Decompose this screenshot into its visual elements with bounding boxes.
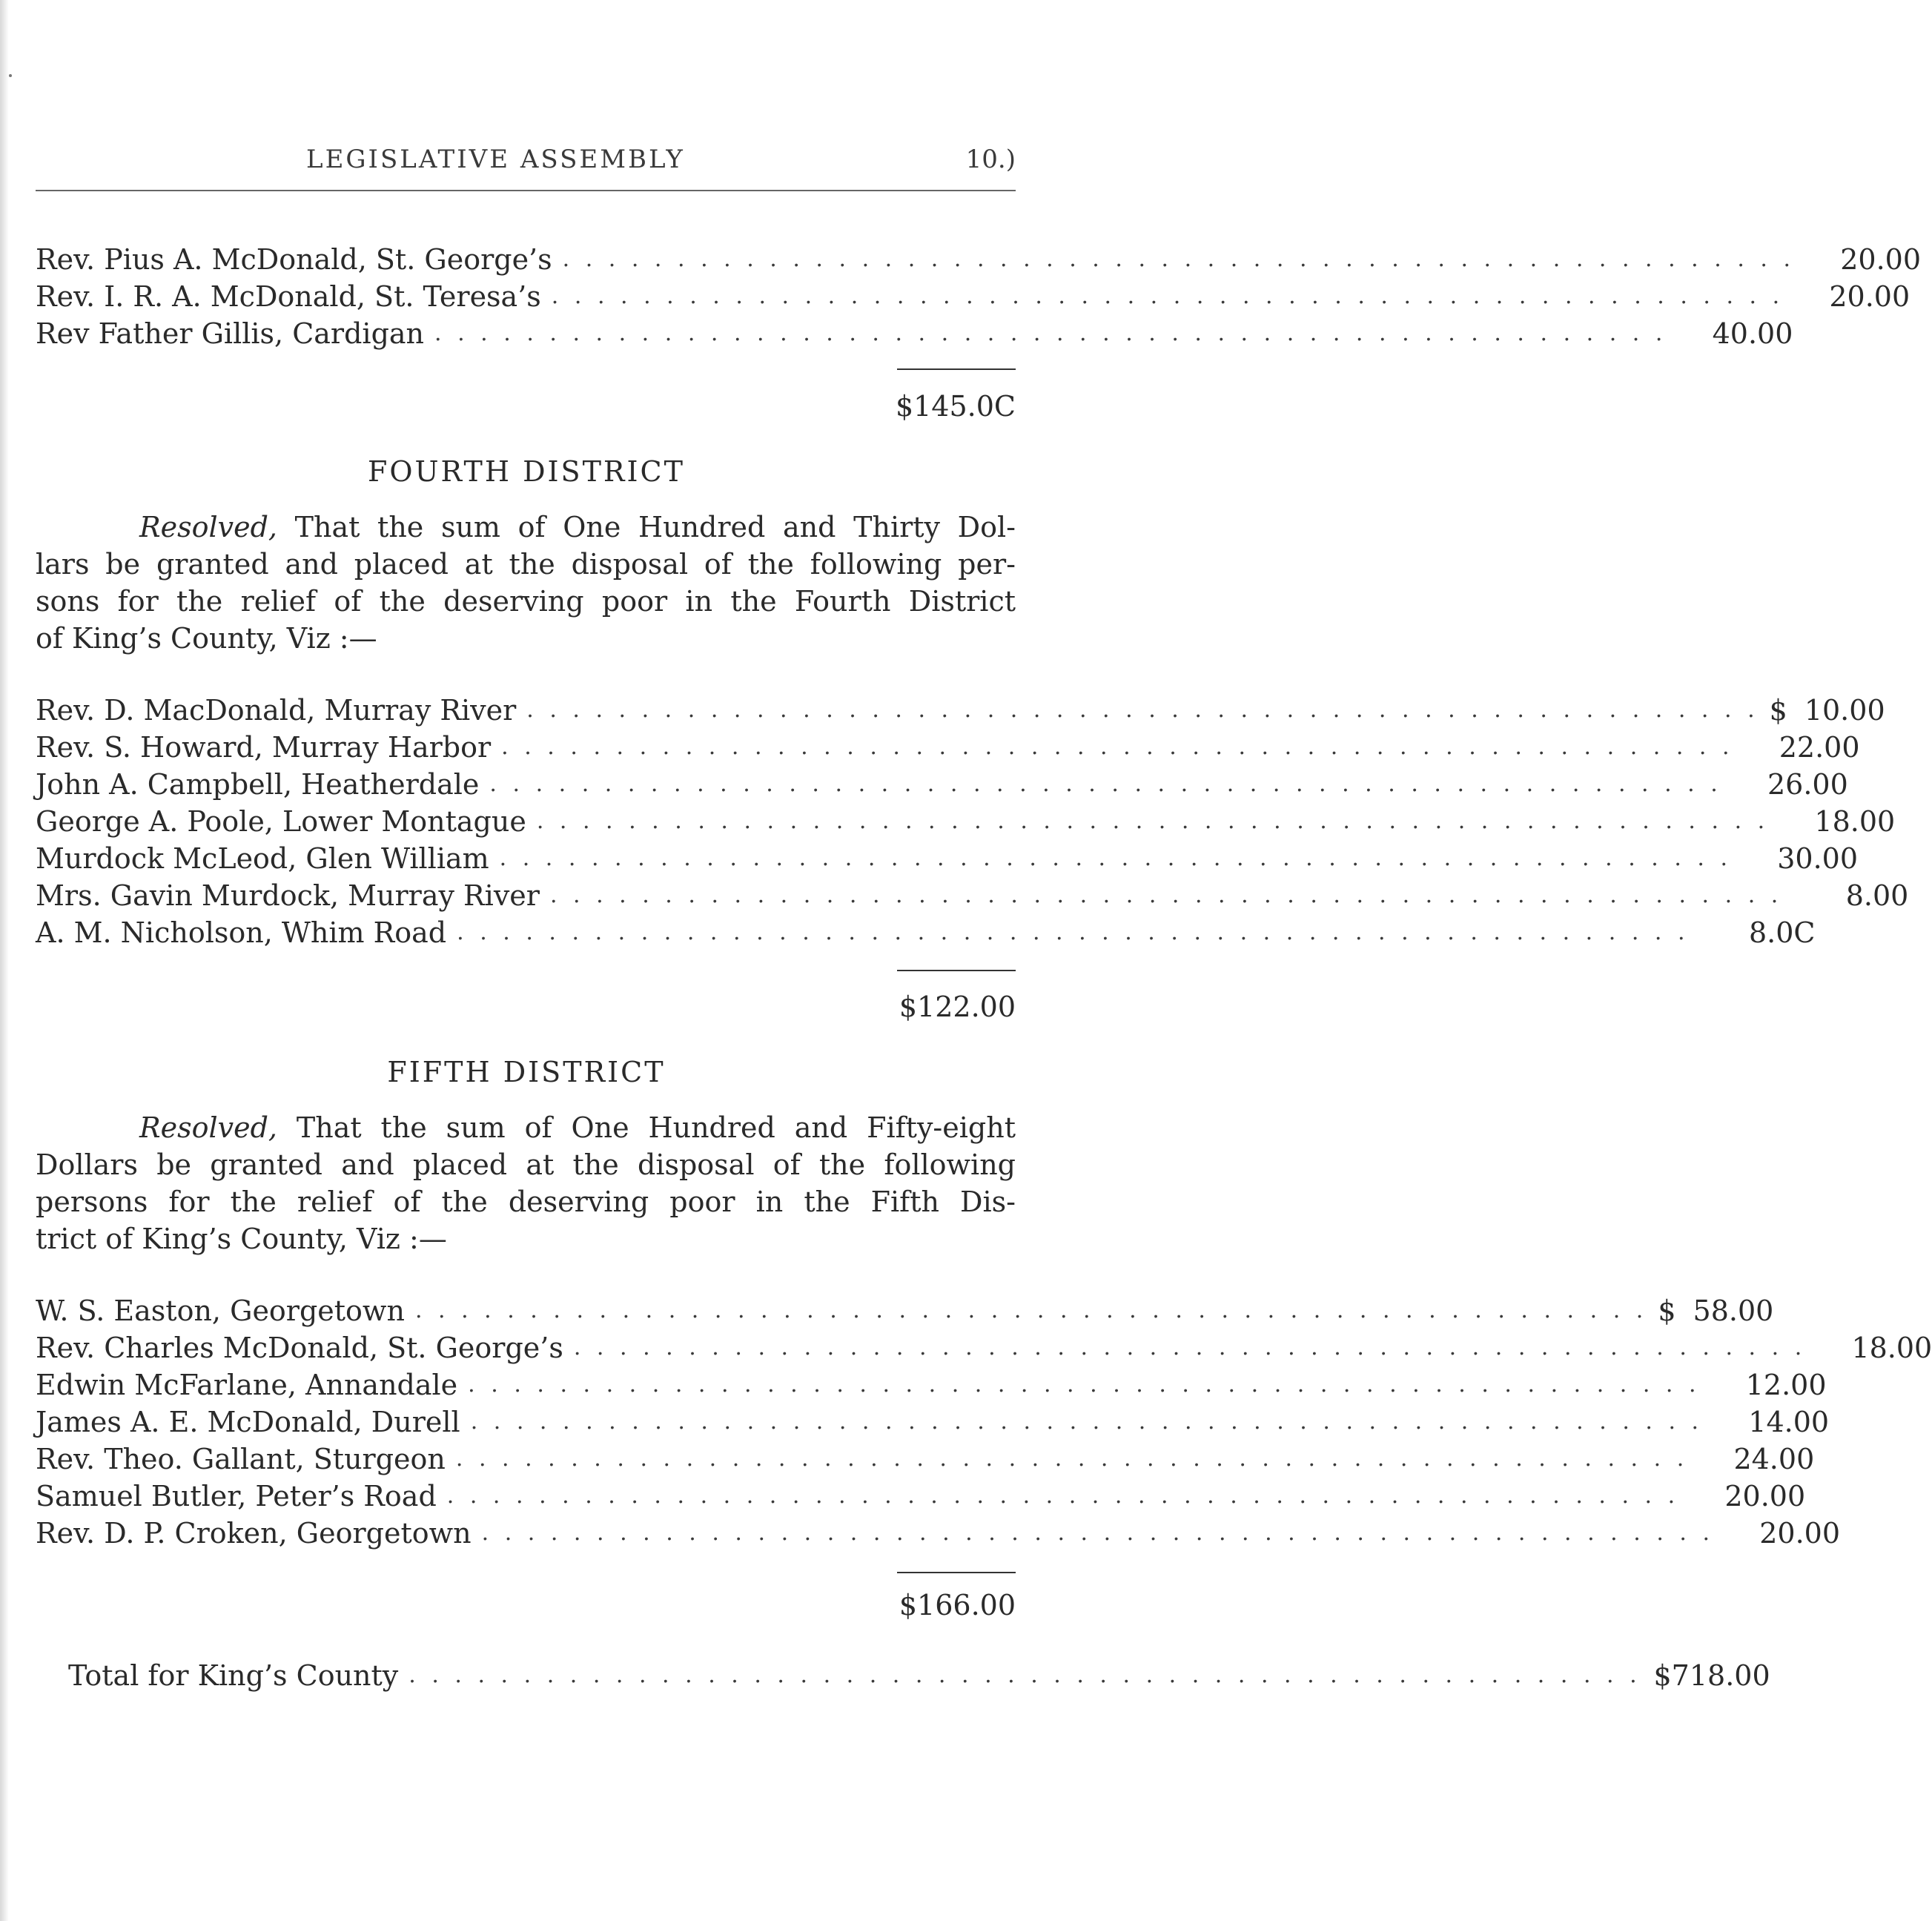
amount: 30.00 [1777, 842, 1859, 875]
subtotal-rule [897, 970, 1016, 971]
list-item [36, 692, 1885, 729]
leader-dots: . . . . . . . . . . . . . . . . . . . . . . . . . . . . . . . . . . . . . . . . . . . . . . . . . . . . . . [434, 320, 1667, 346]
list-item [36, 1441, 1815, 1478]
recipient-name: James A. E. McDonald, Durell [36, 1406, 460, 1438]
amount: 18.00 [1814, 805, 1896, 838]
currency-sign [1779, 803, 1800, 840]
amount: 10.00 [1804, 694, 1885, 727]
recipient-name: Edwin McFarlane, Annandale [36, 1369, 458, 1401]
leader-dots: . . . . . . . . . . . . . . . . . . . . . . . . . . . . . . . . . . . . . . . . . . . . . . . . . . . . . . [573, 1335, 1807, 1360]
leader-dots: . . . . . . . . . . . . . . . . . . . . . . . . . . . . . . . . . . . . . . . . . . . . . . . . . . . . . . [501, 734, 1734, 760]
recipient-name: Rev. Theo. Gallant, Sturgeon [36, 1443, 446, 1475]
grand-total-row [68, 1657, 1770, 1694]
amount: 40.00 [1712, 317, 1793, 350]
recipient-name: Rev. D. MacDonald, Murray River [36, 694, 517, 727]
list-item [36, 729, 1860, 766]
leader-dots: . . . . . . . . . . . . . . . . . . . . . . . . . . . . . . . . . . . . . . . . . . . . . . . . . . . . . . [536, 808, 1770, 834]
recipient-name: Mrs. Gavin Murdock, Murray River [36, 879, 540, 912]
list-item [36, 1366, 1827, 1403]
recipient-name: Rev. Charles McDonald, St. George’s [36, 1332, 563, 1364]
leader-dots: . . . . . . . . . . . . . . . . . . . . . . . . . . . . . . . . . . . . . . . . . . . . . . . . . . . . . . [468, 1372, 1701, 1398]
recipient-name: A. M. Nicholson, Whim Road [36, 916, 447, 949]
currency-sign [1744, 729, 1765, 766]
list-item [36, 840, 1859, 877]
recipient-name: Murdock McLeod, Glen William [36, 842, 489, 875]
recipient-name: W. S. Easton, Georgetown [36, 1295, 405, 1327]
header-rule [36, 190, 1016, 191]
currency-sign [1711, 1366, 1732, 1403]
leader-dots: . . . . . . . . . . . . . . . . . . . . . . . . . . . . . . . . . . . . . . . . . . . . . . . . . . . . . . [526, 697, 1759, 723]
amount: 20.00 [1829, 280, 1911, 313]
list-item [36, 1292, 1774, 1329]
currency-sign [1733, 766, 1753, 803]
subtotal: $166.00 [899, 1589, 1016, 1621]
page-edge-shadow [0, 0, 9, 1921]
paragraph-line: sons for the relief of the deserving poor in the Fourth District [36, 585, 1016, 618]
amount: 20.00 [1840, 243, 1922, 276]
currency-sign [1690, 1478, 1710, 1515]
list-item [36, 803, 1896, 840]
resolved-word: Resolved, [139, 511, 277, 543]
list-item [36, 278, 1911, 315]
resolution-paragraph [36, 509, 1016, 657]
currency-sign [1724, 1515, 1745, 1552]
paragraph-line: That the sum of One Hundred and Thirty Dol- [294, 511, 1016, 543]
amount: 58.00 [1693, 1295, 1774, 1327]
grand-total-label: Total for King’s County [68, 1659, 399, 1692]
leader-dots: . . . . . . . . . . . . . . . . . . . . . . . . . . . . . . . . . . . . . . . . . . . . . . . . . . . . . . [481, 1520, 1715, 1546]
currency-sign: $ [1658, 1295, 1676, 1327]
list-item [36, 1478, 1806, 1515]
leader-dots: . . . . . . . . . . . . . . . . . . . . . . . . . . . . . . . . . . . . . . . . . . . . . . . . . . . . . . [551, 283, 1784, 309]
subtotal: $145.0C [895, 390, 1016, 423]
list-item [36, 1403, 1830, 1441]
list-item [36, 315, 1793, 352]
currency-sign [1742, 840, 1763, 877]
currency-sign: $ [1769, 694, 1787, 727]
recipient-name: Samuel Butler, Peter’s Road [36, 1480, 437, 1512]
list-item [36, 877, 1909, 914]
leader-dots: . . . . . . . . . . . . . . . . . . . . . . . . . . . . . . . . . . . . . . . . . . . . . . . . . . . . . . [457, 919, 1690, 945]
amount: 20.00 [1724, 1480, 1806, 1512]
subtotal-rule [897, 1572, 1016, 1573]
amount: 24.00 [1733, 1443, 1815, 1475]
amount: 18.00 [1851, 1332, 1932, 1364]
paragraph-line: Dollars be granted and placed at the disposal of the following [36, 1148, 1016, 1181]
section-title: FIFTH DISTRICT [387, 1056, 666, 1088]
recipient-name: Rev Father Gillis, Cardigan [36, 317, 425, 350]
currency-sign [1805, 241, 1826, 278]
leader-dots: . . . . . . . . . . . . . . . . . . . . . . . . . . . . . . . . . . . . . . . . . . . . . . . . . . . . . . [549, 882, 1783, 908]
page-number: 10.) [965, 145, 1016, 174]
paragraph-line: lars be granted and placed at the disposal of the following per- [36, 548, 1016, 581]
amount: 8.00 [1845, 879, 1909, 912]
page-header [36, 145, 1016, 183]
currency-sign [1816, 1329, 1837, 1366]
leader-dots: . . . . . . . . . . . . . . . . . . . . . . . . . . . . . . . . . . . . . . . . . . . . . . . . . . . . . . [562, 246, 1796, 272]
leader-dots: . . . . . . . . . . . . . . . . . . . . . . . . . . . . . . . . . . . . . . . . . . . . . . . . . . . . . . [414, 1297, 1648, 1323]
recipient-name: Rev. Pius A. McDonald, St. George’s [36, 243, 552, 276]
amount: 8.0C [1749, 916, 1816, 949]
subtotal-rule [897, 368, 1016, 370]
recipient-name: Rev. S. Howard, Murray Harbor [36, 731, 492, 764]
currency-sign [1677, 315, 1698, 352]
paragraph-line: of King’s County, Viz :— [36, 622, 377, 655]
grand-total-amount: $718.00 [1653, 1659, 1770, 1692]
recipient-name: George A. Poole, Lower Montague [36, 805, 526, 838]
currency-sign [1700, 914, 1721, 951]
amount: 22.00 [1779, 731, 1860, 764]
currency-sign [1713, 1403, 1734, 1441]
list-item [36, 766, 1848, 803]
amount: 14.00 [1748, 1406, 1830, 1438]
leader-dots: . . . . . . . . . . . . . . . . . . . . . . . . . . . . . . . . . . . . . . . . . . . . . . . . . . . . . . [408, 1662, 1641, 1688]
recipient-name: Rev. D. P. Croken, Georgetown [36, 1517, 472, 1550]
resolved-word: Resolved, [139, 1111, 277, 1144]
currency-sign [1793, 877, 1813, 914]
currency-sign [1698, 1441, 1719, 1478]
recipient-name: John A. Campbell, Heatherdale [36, 768, 480, 801]
leader-dots: . . . . . . . . . . . . . . . . . . . . . . . . . . . . . . . . . . . . . . . . . . . . . . . . . . . . . . [470, 1409, 1704, 1435]
leader-dots: . . . . . . . . . . . . . . . . . . . . . . . . . . . . . . . . . . . . . . . . . . . . . . . . . . . . . . [455, 1446, 1689, 1472]
list-item [36, 1329, 1932, 1366]
list-item [36, 1515, 1841, 1552]
list-item [36, 241, 1922, 278]
resolution-paragraph [36, 1109, 1016, 1257]
print-speck [9, 74, 12, 77]
section-title: FOURTH DISTRICT [368, 455, 685, 488]
paragraph-line: trict of King’s County, Viz :— [36, 1223, 447, 1255]
list-item [36, 914, 1816, 951]
running-head: LEGISLATIVE ASSEMBLY [306, 145, 685, 174]
amount: 20.00 [1759, 1517, 1841, 1550]
paragraph-line: That the sum of One Hundred and Fifty-eight [296, 1111, 1016, 1144]
amount: 26.00 [1767, 768, 1848, 801]
leader-dots: . . . . . . . . . . . . . . . . . . . . . . . . . . . . . . . . . . . . . . . . . . . . . . . . . . . . . . [489, 771, 1722, 797]
currency-sign [1794, 278, 1815, 315]
recipient-name: Rev. I. R. A. McDonald, St. Teresa’s [36, 280, 541, 313]
paragraph-line: persons for the relief of the deserving poor in the Fifth Dis- [36, 1186, 1016, 1218]
amount: 12.00 [1745, 1369, 1827, 1401]
leader-dots: . . . . . . . . . . . . . . . . . . . . . . . . . . . . . . . . . . . . . . . . . . . . . . . . . . . . . . [446, 1483, 1680, 1509]
subtotal: $122.00 [899, 991, 1016, 1023]
leader-dots: . . . . . . . . . . . . . . . . . . . . . . . . . . . . . . . . . . . . . . . . . . . . . . . . . . . . . . [499, 845, 1733, 871]
